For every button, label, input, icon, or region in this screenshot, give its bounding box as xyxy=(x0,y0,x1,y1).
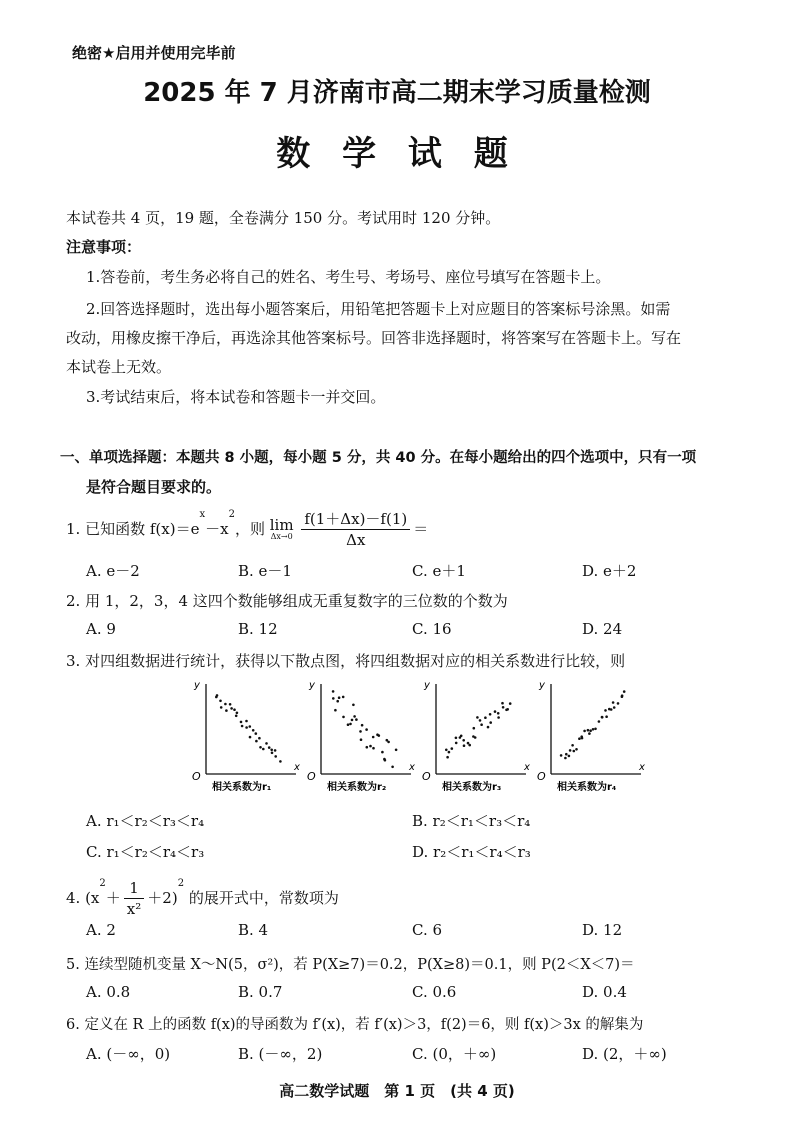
scatter-point xyxy=(391,766,394,769)
scatter-point xyxy=(560,754,563,757)
x-axis-label: x xyxy=(524,762,530,773)
scatter-point xyxy=(467,742,470,745)
option-a: A. 9 xyxy=(86,620,116,638)
scatter-point xyxy=(342,696,345,699)
origin-label: O xyxy=(192,770,201,783)
scatter-point xyxy=(353,715,356,718)
scatter-point xyxy=(216,694,219,697)
scatter-point xyxy=(487,726,490,729)
scatter-point xyxy=(489,721,492,724)
scatter-point xyxy=(594,728,597,731)
scatter-point xyxy=(621,694,624,697)
scatter-point xyxy=(262,748,265,751)
scatter-point xyxy=(224,703,227,706)
q1-prefix: 1. 已知函数 f(x)＝e xyxy=(66,520,200,538)
option-c: C. 16 xyxy=(412,620,452,638)
scatter-point xyxy=(604,709,607,712)
scatter-point xyxy=(265,742,268,745)
scatter-point xyxy=(336,700,339,703)
note-item: 3.考试结束后，将本试卷和答题卡一并交回。 xyxy=(86,388,386,406)
option-d: D. 0.4 xyxy=(582,983,627,1001)
scatter-point xyxy=(365,728,368,731)
q1-after: ，则 xyxy=(234,520,265,538)
scatter-point xyxy=(613,706,616,709)
q1-fraction xyxy=(301,509,410,550)
scatter-point xyxy=(502,706,505,709)
scatter-point xyxy=(372,747,375,750)
scatter-plot xyxy=(537,680,645,793)
y-axis-label: y xyxy=(424,680,430,691)
option-a: A. r₁＜r₂＜r₃＜r₄ xyxy=(86,812,205,830)
scatter-point xyxy=(271,752,274,755)
scatter-point xyxy=(225,709,228,712)
scatter-point xyxy=(501,702,504,705)
scatter-point xyxy=(332,690,335,693)
notes-heading: 注意事项： xyxy=(66,238,142,256)
option-b: B. r₂＜r₁＜r₃＜r₄ xyxy=(412,812,531,830)
question-2-stem: 2. 用 1，2，3，4 这四个数能够组成无重复数字的三位数的个数为 xyxy=(66,592,508,610)
scatter-point xyxy=(509,702,512,705)
scatter-point xyxy=(229,703,232,706)
scatter-point xyxy=(236,712,239,715)
scatter-point xyxy=(249,725,252,728)
scatter-point xyxy=(569,749,572,752)
scatter-point xyxy=(573,750,576,753)
q1-frac-den: Δx xyxy=(346,530,366,549)
scatter-point xyxy=(448,751,451,754)
plot-caption: 相关系数为r₄ xyxy=(557,782,617,793)
q4-sup1: 2 xyxy=(99,878,106,889)
scatter-point xyxy=(605,715,608,718)
limit-operator xyxy=(269,515,294,541)
scatter-point xyxy=(245,726,248,729)
scatter-point xyxy=(588,732,591,735)
scatter-point xyxy=(381,751,384,754)
scatter-point xyxy=(342,716,345,719)
q4-plus: ＋ xyxy=(105,889,121,907)
section-heading: 一、单项选择题：本题共 8 小题，每小题 5 分，共 40 分。在每小题给出的四个选项中，只有一项 xyxy=(60,450,697,466)
scatter-point xyxy=(578,737,581,740)
plot-caption: 相关系数为r₂ xyxy=(327,782,387,793)
scatter-point xyxy=(460,735,463,738)
scatter-point xyxy=(387,741,390,744)
option-d: D. (2，＋∞) xyxy=(582,1045,667,1063)
scatter-point xyxy=(455,742,458,745)
scatter-point xyxy=(571,744,574,747)
scatter-point xyxy=(241,725,244,728)
note-item: 改动，用橡皮擦干净后，再选涂其他答案标号。回答非选择题时，将答案写在答题卡上。写在 xyxy=(66,329,682,347)
scatter-point xyxy=(479,719,482,722)
page-footer: 高二数学试题 第 1 页 (共 4 页) xyxy=(279,1082,515,1100)
scatter-point xyxy=(369,745,372,748)
question-4-stem xyxy=(66,874,339,919)
scatter-point xyxy=(259,746,262,749)
scatter-point xyxy=(255,740,258,743)
scatter-point xyxy=(332,697,335,700)
scatter-point xyxy=(598,720,601,723)
option-b: B. (－∞，2) xyxy=(238,1045,323,1063)
q1-end: ＝ xyxy=(413,520,429,538)
scatter-point xyxy=(473,727,476,730)
q4-frac-num: 1 xyxy=(124,878,144,899)
q1-sup2: 2 xyxy=(228,509,235,520)
scatter-point xyxy=(279,760,282,763)
option-c: C. 6 xyxy=(412,921,443,939)
scatter-point xyxy=(587,729,590,732)
option-d: D. 24 xyxy=(582,620,623,638)
scatter-point xyxy=(252,729,255,732)
scatter-point xyxy=(506,708,509,711)
option-b: B. 0.7 xyxy=(238,983,283,1001)
scatter-point xyxy=(376,733,379,736)
q1-mid: －x xyxy=(205,520,229,538)
scatter-point xyxy=(601,716,604,719)
scatter-point xyxy=(245,720,248,723)
option-a: A. (－∞，0) xyxy=(86,1045,171,1063)
scatter-point xyxy=(468,744,471,747)
scatter-point xyxy=(568,755,571,758)
scatter-point xyxy=(359,730,362,733)
option-b: B. 4 xyxy=(238,921,269,939)
scatter-point xyxy=(451,747,454,750)
scatter-point xyxy=(268,746,271,749)
q4-fraction xyxy=(124,878,144,919)
scatter-point xyxy=(589,729,592,732)
lim-sub: Δx→0 xyxy=(270,531,293,541)
plot-caption: 相关系数为r₃ xyxy=(442,782,502,793)
question-1-stem xyxy=(66,505,428,550)
scatter-point xyxy=(480,723,483,726)
origin-label: O xyxy=(537,770,546,783)
option-d: D. e＋2 xyxy=(582,562,637,580)
scatter-point xyxy=(240,721,243,724)
lim-text: lim xyxy=(269,515,294,534)
scatter-point xyxy=(233,708,236,711)
question-5-stem: 5. 连续型随机变量 X～N(5，σ²)，若 P(X≥7)＝0.2，P(X≥8)＝0.1，则 P(2＜X＜7)＝ xyxy=(66,957,635,973)
y-axis-label: y xyxy=(194,680,200,691)
scatter-point xyxy=(219,700,222,703)
scatter-point xyxy=(484,716,487,719)
y-axis-label: y xyxy=(539,680,545,691)
option-b: B. 12 xyxy=(238,620,278,638)
scatter-point xyxy=(565,753,568,756)
scatter-point xyxy=(270,749,273,752)
scatter-point xyxy=(474,736,477,739)
subject-title: 数 学 试 题 xyxy=(276,134,518,174)
scatter-point xyxy=(334,709,337,712)
scatter-point xyxy=(230,707,233,710)
scatter-point xyxy=(395,749,398,752)
option-a: A. 0.8 xyxy=(86,983,131,1001)
x-axis-label: x xyxy=(409,762,415,773)
scatter-plots xyxy=(180,672,660,800)
scatter-point xyxy=(564,757,567,760)
origin-label: O xyxy=(422,770,431,783)
scatter-point xyxy=(274,749,277,752)
option-d: D. 12 xyxy=(582,921,623,939)
scatter-point xyxy=(445,749,448,752)
scatter-point xyxy=(235,715,238,718)
scatter-plot xyxy=(307,680,415,793)
confidential-label: 绝密★启用并使用完毕前 xyxy=(72,44,236,62)
x-axis-label: x xyxy=(639,762,645,773)
scatter-point xyxy=(612,701,615,704)
scatter-point xyxy=(360,738,363,741)
scatter-point xyxy=(249,736,252,739)
scatter-point xyxy=(352,704,355,707)
note-item: 1.答卷前，考生务必将自己的姓名、考生号、考场号、座位号填写在答题卡上。 xyxy=(86,268,611,286)
scatter-point xyxy=(366,746,369,749)
scatter-point xyxy=(347,723,350,726)
plot-caption: 相关系数为r₁ xyxy=(212,782,272,793)
note-item: 2.回答选择题时，选出每小题答案后，用铅笔把答题卡上对应题目的答案标号涂黑。如需 xyxy=(86,300,671,318)
origin-label: O xyxy=(307,770,316,783)
question-6-stem: 6. 定义在 R 上的函数 f(x)的导函数为 f′(x)，若 f′(x)＞3，f(2)＝6，则 f(x)＞3x 的解集为 xyxy=(66,1017,644,1033)
scatter-point xyxy=(220,706,223,709)
q4-sup2: 2 xyxy=(177,878,185,889)
q4-frac-den: x² xyxy=(126,899,142,918)
option-c: C. e＋1 xyxy=(412,562,466,580)
x-axis-label: x xyxy=(294,762,300,773)
scatter-point xyxy=(349,723,352,726)
scatter-point xyxy=(355,718,358,721)
question-3-stem: 3. 对四组数据进行统计，获得以下散点图，将四组数据对应的相关系数进行比较，则 xyxy=(66,652,626,670)
scatter-point xyxy=(617,702,620,705)
scatter-point xyxy=(592,728,595,731)
option-b: B. e－1 xyxy=(238,562,292,580)
option-a: A. 2 xyxy=(86,921,116,939)
scatter-point xyxy=(575,748,578,751)
scatter-point xyxy=(494,710,497,713)
q4-end: 的展开式中，常数项为 xyxy=(184,889,339,907)
option-a: A. e－2 xyxy=(86,562,140,580)
scatter-point xyxy=(351,719,354,722)
note-item: 本试卷上无效。 xyxy=(66,358,172,376)
scatter-point xyxy=(455,737,458,740)
q1-sup: x xyxy=(199,509,206,520)
scatter-point xyxy=(462,739,465,742)
option-c: C. (0，＋∞) xyxy=(412,1045,497,1063)
y-axis-label: y xyxy=(309,680,315,691)
scatter-plot xyxy=(422,680,530,793)
scatter-point xyxy=(583,730,586,733)
scatter-point xyxy=(274,755,277,758)
scatter-point xyxy=(372,736,375,739)
q4-prefix: 4. (x xyxy=(66,889,100,907)
scatter-point xyxy=(255,732,258,735)
option-d: D. r₂＜r₁＜r₄＜r₃ xyxy=(412,843,531,861)
option-c: C. r₁＜r₂＜r₄＜r₃ xyxy=(86,843,205,861)
scatter-point xyxy=(463,744,466,747)
scatter-point xyxy=(384,759,387,762)
scatter-point xyxy=(476,716,479,719)
scatter-point xyxy=(497,716,500,719)
scatter-point xyxy=(338,696,341,699)
scatter-point xyxy=(258,737,261,740)
scatter-point xyxy=(610,708,613,711)
intro-text: 本试卷共 4 页，19 题，全卷满分 150 分。考试用时 120 分钟。 xyxy=(66,209,501,227)
scatter-point xyxy=(497,712,500,715)
scatter-point xyxy=(446,756,449,759)
scatter-plot xyxy=(192,680,300,793)
section-heading-cont: 是符合题目要求的。 xyxy=(86,478,222,496)
scatter-point xyxy=(623,690,626,693)
q1-frac-num: f(1＋Δx)－f(1) xyxy=(301,509,410,530)
q4-mid: ＋2) xyxy=(147,889,178,907)
scatter-point xyxy=(361,724,364,727)
exam-title: 2025 年 7 月济南市高二期末学习质量检测 xyxy=(143,78,651,108)
scatter-point xyxy=(489,713,492,716)
scatter-point xyxy=(581,737,584,740)
option-c: C. 0.6 xyxy=(412,983,457,1001)
